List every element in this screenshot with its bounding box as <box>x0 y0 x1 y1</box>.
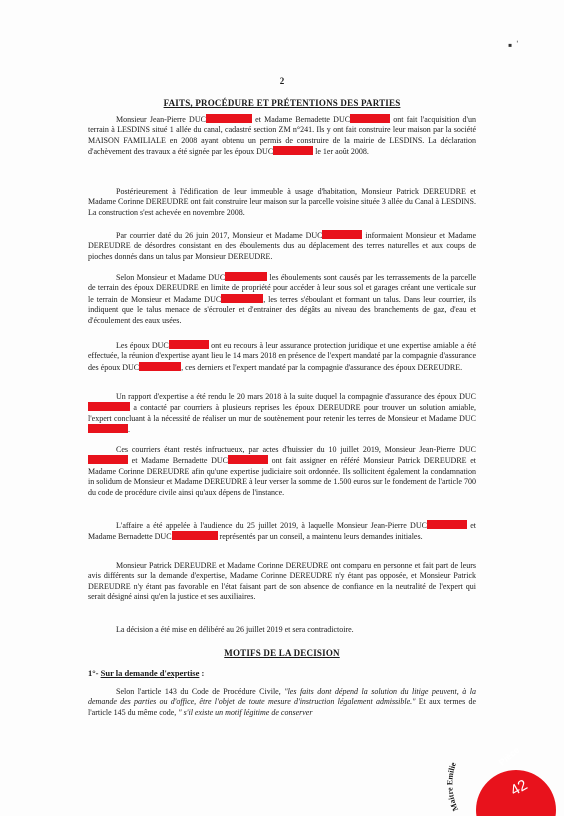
stamp-seal <box>444 712 564 816</box>
scan-marks: ▪ ˈ <box>508 38 520 52</box>
paragraph-rapport-expertise: Un rapport d'expertise a été rendu le 20 mars 2018 à la suite duquel la compagnie d'assurance des époux DUC a contacté par courriers à plusieurs reprises les époux DEREUDRE pour trouver un solution amiable, l'expert concluant à la nécessité de réaliser un mur de soutènement pour retenir les terres de Monsieur et Madame DUC. <box>88 392 476 435</box>
redaction <box>273 146 313 155</box>
heading-motifs: MOTIFS DE LA DECISION <box>224 648 340 658</box>
stamp-arc-text: Maitre Emilie <box>445 761 461 813</box>
redaction <box>322 230 362 239</box>
paragraph-audience: L'affaire a été appelée à l'audience du 25 juillet 2019, à laquelle Monsieur Jean-Pierre DUC et Madame Bernadette DUC représentés par un conseil, a maintenu leurs demandes initiales. <box>88 521 477 542</box>
redaction <box>221 294 263 303</box>
stamp-number: 42 <box>507 776 531 800</box>
redaction <box>228 455 268 464</box>
paragraph-courrier: Par courrier daté du 26 juin 2017, Monsieur et Madame DUC informaient Monsieur et Madame DEREUDRE de désordres consistant en des éboulements dus au déplacement des terres naturelles et aux coups de pioches donnés dans un talus par Monsieur DEREUDRE. <box>88 231 476 261</box>
redaction <box>427 520 467 529</box>
paragraph-article-143: Selon l'article 143 du Code de Procédure Civile, "les faits dont dépend la solution du litige peuvent, à la demande des parties ou d'office, être l'objet de toute mesure d'instruction légalement admissible." Et aux termes de l'article 145 du même code, " s'il existe un motif légitime de conserver <box>88 687 476 717</box>
redaction <box>169 340 209 349</box>
lawyer-stamp <box>444 712 564 816</box>
stamp-label: Pièce <box>496 744 522 768</box>
paragraph-eboulements: Selon Monsieur et Madame DUC les éboulements sont causés par les terrassements de la parcelle de terrain des époux DEREUDRE en limite de propriété pour accéder à leur sous sol et garages créant une verticale sur le terrain de Monsieur et Madame DUC , les terres s'éboulant et formant un talus. Dans leur courrier, ils indiquent que le talus menace de s'écrouler et d'entrainer des dégâts au niveau des branchements de gaz, d'eau et d'écoulement des eaux usées. <box>88 273 477 325</box>
redaction <box>139 362 181 371</box>
redaction <box>350 114 390 123</box>
page-number: 2 <box>279 76 285 86</box>
paragraph-assurance: Les époux DUC ont eu recours à leur assurance protection juridique et une expertise amiable a été effectuée, la réunion d'expertise ayant lieu le 14 mars 2018 en présence de l'expert mandaté par la compagnie d'assurance des époux DUC , ces derniers et l'expert mandaté par la compagnie d'assurance des époux DEREUDRE. <box>88 341 476 372</box>
redaction <box>206 114 252 123</box>
redaction <box>172 531 218 540</box>
redaction <box>88 402 130 411</box>
paragraph-assignation: Ces courriers étant restés infructueux, par actes d'huissier du 10 juillet 2019, Monsieur Jean-Pierre DUC et Madame Bernadette DUC ont fait assigner en référé Monsieur Patrick DEREUDRE et Madame Corinne DEREUDRE afin qu'une expertise judiciaire soit ordonnée. Ils sollicitent également la condamnation in solidum de Monsieur et Madame DEREUDRE à leur verser la somme de 1.500 euros sur le fondement de l'article 700 du code de procédure civile ainsi qu'aux dépens de l'instance. <box>88 445 476 497</box>
redaction <box>88 455 128 464</box>
subheading-demande-expertise: 1°- Sur la demande d'expertise : <box>88 668 205 678</box>
paragraph-delibere: La décision a été mise en délibéré au 26 juillet 2019 et sera contradictoire. <box>116 625 354 634</box>
heading-faits: FAITS, PROCÉDURE ET PRÉTENTIONS DES PARTIES <box>163 98 401 108</box>
redaction <box>88 424 128 433</box>
paragraph-construction-voisine: Postérieurement à l'édification de leur immeuble à usage d'habitation, Monsieur Patrick DEREUDRE et Madame Corinne DEREUDRE ont fait construire leur maison sur la parcelle voisine située 3 allée du Canal à LESDINS. La construction s'est achevée en novembre 2008. <box>88 187 476 217</box>
paragraph-acquisition: Monsieur Jean-Pierre DUC et Madame Bernadette DUC ont fait l'acquisition d'un terrain à LESDINS situé 1 allée du canal, cadastré section ZM n°241. Ils y ont fait construire leur maison par la société MAISON FAMILIALE en 2008 ayant obtenu un permis de construire de la mairie de LESDINS. La déclaration d'achèvement des travaux a été signée par les époux DUC le 1er août 2008. <box>88 115 476 157</box>
redaction <box>225 272 267 281</box>
paragraph-comparution: Monsieur Patrick DEREUDRE et Madame Corinne DEREUDRE ont comparu en personne et fait part de leurs avis différents sur la demande d'expertise, Madame Corinne DEREUDRE n'y étant pas opposée, et Monsieur Patrick DEREUDRE n'y étant pas favorable en l'état faisant part de son absence de confiance en la neutralité de l'expert qui serait désigné ainsi qu'en la justice et ses auxiliaires. <box>88 561 476 602</box>
